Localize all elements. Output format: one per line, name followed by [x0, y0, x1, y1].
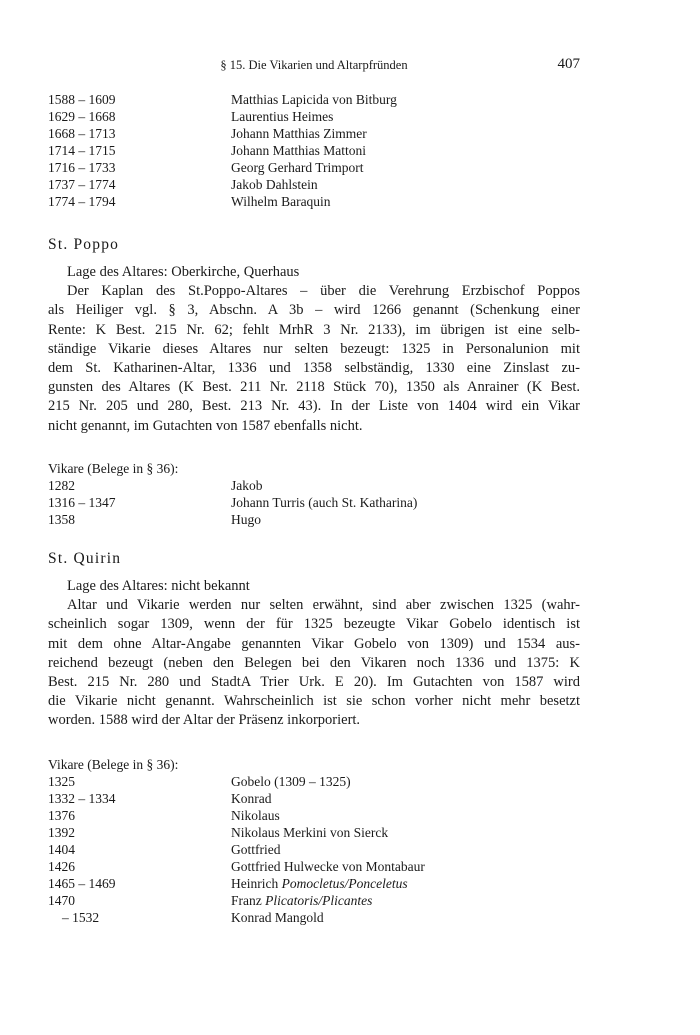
list-years: 1282	[48, 478, 75, 493]
running-title: § 15. Die Vikarien und Altarpfründen	[220, 58, 408, 72]
section-title-poppo: St. Poppo	[48, 236, 120, 253]
quirin-vikare-list	[48, 773, 608, 926]
quirin-line: scheinlich sogar 1309, wenn der für 1325 bezeugte Vikar Gobelo identisch ist	[48, 616, 580, 633]
list-years: 1714 – 1715	[48, 143, 116, 158]
list-item	[48, 91, 608, 108]
list-item	[48, 790, 608, 807]
poppo-line: 215 Nr. 205 und 280, Best. 213 Nr. 43). In der Liste von 1404 wird ein Vikar	[48, 398, 580, 415]
list-name: Konrad	[231, 791, 272, 806]
list-item	[48, 477, 608, 494]
list-item	[48, 824, 608, 841]
running-head	[48, 56, 580, 76]
list-years: 1332 – 1334	[48, 791, 116, 806]
list-item	[48, 773, 608, 790]
list-years: 1376	[48, 808, 75, 823]
poppo-text	[48, 263, 580, 436]
list-item	[48, 159, 608, 176]
list-item	[48, 108, 608, 125]
quirin-line: worden. 1588 wird der Altar der Präsenz inkorporiert.	[48, 712, 361, 729]
list-name-italic: Pomocletus/Ponceletus	[281, 876, 408, 891]
list-name: Laurentius Heimes	[231, 109, 334, 124]
list-name: Matthias Lapicida von Bitburg	[231, 92, 397, 107]
list-years: 1404	[48, 842, 75, 857]
list-item	[48, 142, 608, 159]
list-name: Wilhelm Baraquin	[231, 194, 331, 209]
quirin-text	[48, 577, 580, 731]
list-name-italic: Plicatoris/Plicantes	[265, 893, 373, 908]
quirin-line: reichend bezeugt (neben den Belegen bei den Vikaren noch 1336 und 1375: K	[48, 654, 580, 671]
list-name: Gottfried Hulwecke von Montabaur	[231, 859, 425, 874]
list-name: Nikolaus	[231, 808, 280, 823]
poppo-line: ständige Vikarie dieses Altares nur selten bezeugt: 1325 in Personalunion mit	[48, 340, 580, 357]
quirin-line: Best. 215 Nr. 280 und StadtA Trier Urk. E 20). Im Gutachten von 1587 wird	[48, 673, 580, 690]
list-name: Nikolaus Merkini von Sierck	[231, 825, 389, 840]
list-years: 1325	[48, 774, 75, 789]
quirin-line: Altar und Vikarie werden nur selten erwähnt, sind aber zwischen 1325 (wahr-	[67, 597, 580, 614]
poppo-line: als Heiliger vgl. § 3, Abschn. A 3b – wird 1266 genannt (Schenkung einer	[48, 302, 580, 319]
list-years: 1716 – 1733	[48, 160, 116, 175]
list-name: Jakob	[231, 478, 263, 493]
list-name-plain: Heinrich	[231, 876, 279, 891]
list-item	[48, 892, 608, 909]
list-years: 1465 – 1469	[48, 876, 116, 891]
list-name: Gobelo (1309 – 1325)	[231, 774, 351, 789]
list-item	[48, 858, 608, 875]
list-name: Hugo	[231, 512, 261, 527]
list-name: Johann Turris (auch St. Katharina)	[231, 495, 418, 510]
list-item	[48, 807, 608, 824]
list-years: 1629 – 1668	[48, 109, 116, 124]
list-name: Konrad Mangold	[231, 910, 324, 925]
poppo-line: dem St. Katharinen-Altar, 1336 und 1358 selbständig, 1330 eine Zinslast zu-	[48, 359, 580, 376]
list-years: 1668 – 1713	[48, 126, 116, 141]
list-item	[48, 511, 608, 528]
quirin-location: Lage des Altares: nicht bekannt	[67, 578, 250, 594]
list-name: Gottfried	[231, 842, 281, 857]
list-item	[48, 176, 608, 193]
vikar-list-top	[48, 91, 608, 210]
list-item	[48, 125, 608, 142]
poppo-line: gunsten des Altares (K Best. 211 Nr. 2118 Stück 70), 1350 als Anrainer (K Best.	[48, 379, 580, 396]
list-item	[48, 193, 608, 210]
list-name: Georg Gerhard Trimport	[231, 160, 364, 175]
poppo-location: Lage des Altares: Oberkirche, Querhaus	[67, 264, 300, 280]
list-years: 1426	[48, 859, 75, 874]
list-years: 1588 – 1609	[48, 92, 116, 107]
poppo-line: Der Kaplan des St.Poppo-Altares – über die Verehrung Erzbischof Poppos	[67, 283, 580, 300]
list-name	[231, 875, 408, 892]
quirin-line: mit dem ohne Altar-Angabe genannten Vikar Gobelo von 1309) und 1534 aus-	[48, 635, 580, 652]
quirin-line: die Vikarie nicht genannt. Wahrscheinlich ist sie schon vorher nicht mehr besetzt	[48, 693, 580, 710]
list-item	[48, 494, 608, 511]
poppo-vikare-caption: Vikare (Belege in § 36):	[48, 461, 179, 476]
list-name: Jakob Dahlstein	[231, 177, 318, 192]
list-item	[48, 841, 608, 858]
section-title-quirin: St. Quirin	[48, 550, 122, 567]
list-name	[231, 892, 372, 909]
page-number: 407	[557, 56, 580, 72]
list-item	[48, 909, 608, 926]
poppo-vikare-list	[48, 477, 608, 528]
list-years: 1392	[48, 825, 75, 840]
list-years: – 1532	[62, 910, 100, 925]
poppo-line: nicht genannt, im Gutachten von 1587 ebenfalls nicht.	[48, 417, 363, 434]
list-name-plain: Franz	[231, 893, 262, 908]
list-name: Johann Matthias Mattoni	[231, 143, 366, 158]
list-item	[48, 875, 608, 892]
list-years: 1358	[48, 512, 75, 527]
list-name: Johann Matthias Zimmer	[231, 126, 367, 141]
list-years: 1737 – 1774	[48, 177, 116, 192]
list-years: 1774 – 1794	[48, 194, 116, 209]
list-years: 1316 – 1347	[48, 495, 116, 510]
quirin-vikare-caption: Vikare (Belege in § 36):	[48, 757, 179, 772]
poppo-line: Rente: K Best. 215 Nr. 62; fehlt MrhR 3 Nr. 2133), im übrigen ist eine selb-	[48, 321, 580, 338]
list-years: 1470	[48, 893, 75, 908]
